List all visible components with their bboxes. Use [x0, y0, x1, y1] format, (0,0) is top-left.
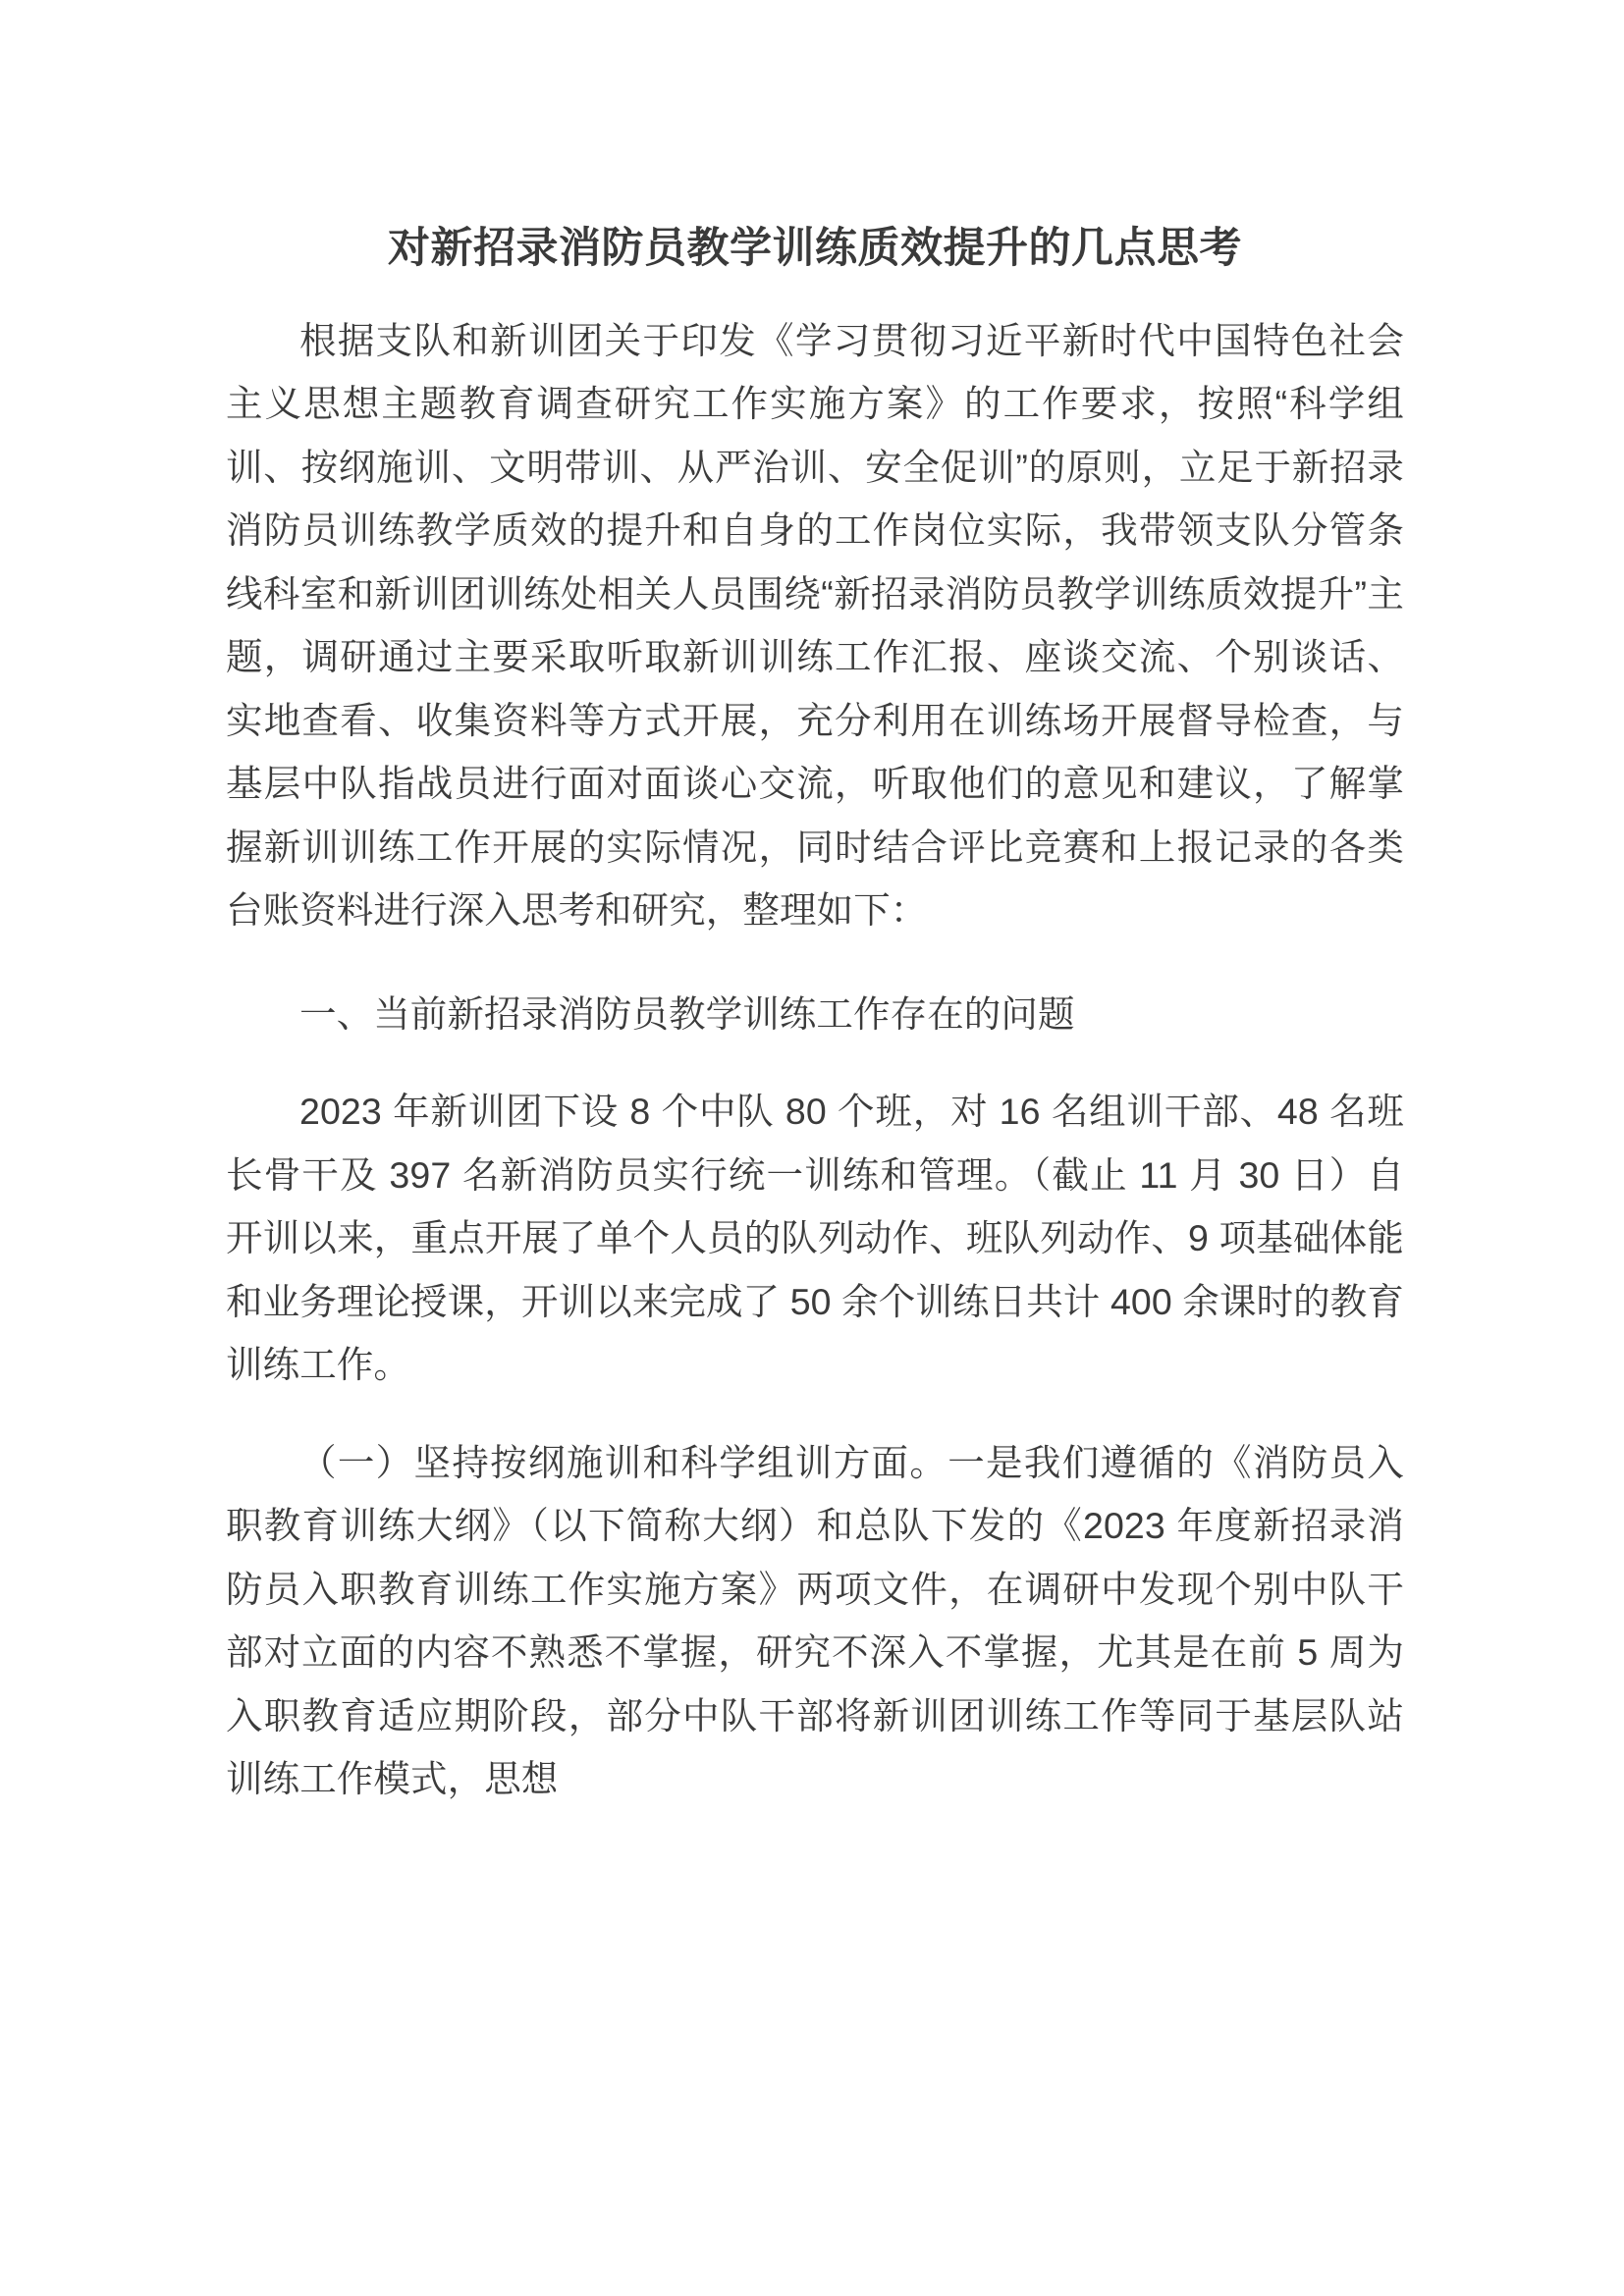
spacer	[226, 1045, 1404, 1080]
paragraph-intro: 根据支队和新训团关于印发《学习贯彻习近平新时代中国特色社会主义思想主题教育调查研究工作实施方案》的工作要求，按照“科学组训、按纲施训、文明带训、从严治训、安全促训”的原则，立足于新招录消防员训练教学质效的提升和自身的工作岗位实际，我带领支队分管条线科室和新训团训练处相关人员围绕“新招录消防员教学训练质效提升”主题，调研通过主要采取听取新训训练工作汇报、座谈交流、个别谈话、实地查看、收集资料等方式开展，充分利用在训练场开展督导检查，与基层中队指战员进行面对面谈心交流，听取他们的意见和建议，了解掌握新训训练工作开展的实际情况，同时结合评比竞赛和上报记录的各类台账资料进行深入思考和研究，整理如下：	[226, 319, 1404, 932]
paragraph-section-one-overview: 2023 年新训团下设 8 个中队 80 个班，对 16 名组训干部、48 名班长骨干及 397 名新消防员实行统一训练和管理。（截止 11 月 30 日）自开训以来，重点开展了单个人员的队列动作、班队列动作、9 项基础体能和业务理论授课，开训以来完成了 50 余个训练日共计 400 余课时的教育训练工作。	[226, 1091, 1404, 1386]
paragraph-section-one-item-1: （一）坚持按纲施训和科学组训方面。一是我们遵循的《消防员入职教育训练大纲》（以下简称大纲）和总队下发的《2023 年度新招录消防员入职教育训练工作实施方案》两项文件，在调研中发现个别中队干部对立面的内容不熟悉不掌握，研究不深入不掌握，尤其是在前 5 周为入职教育适应期阶段，部分中队干部将新训团训练工作等同于基层队站训练工作模式，思想	[226, 1441, 1404, 1800]
document-content	[226, 0, 1404, 1811]
page-title: 对新招录消防员教学训练质效提升的几点思考	[388, 225, 1242, 272]
spacer	[226, 942, 1404, 983]
section-heading-one: 一、当前新招录消防员教学训练工作存在的问题	[299, 992, 1075, 1035]
spacer	[226, 276, 1404, 309]
spacer	[226, 1397, 1404, 1431]
